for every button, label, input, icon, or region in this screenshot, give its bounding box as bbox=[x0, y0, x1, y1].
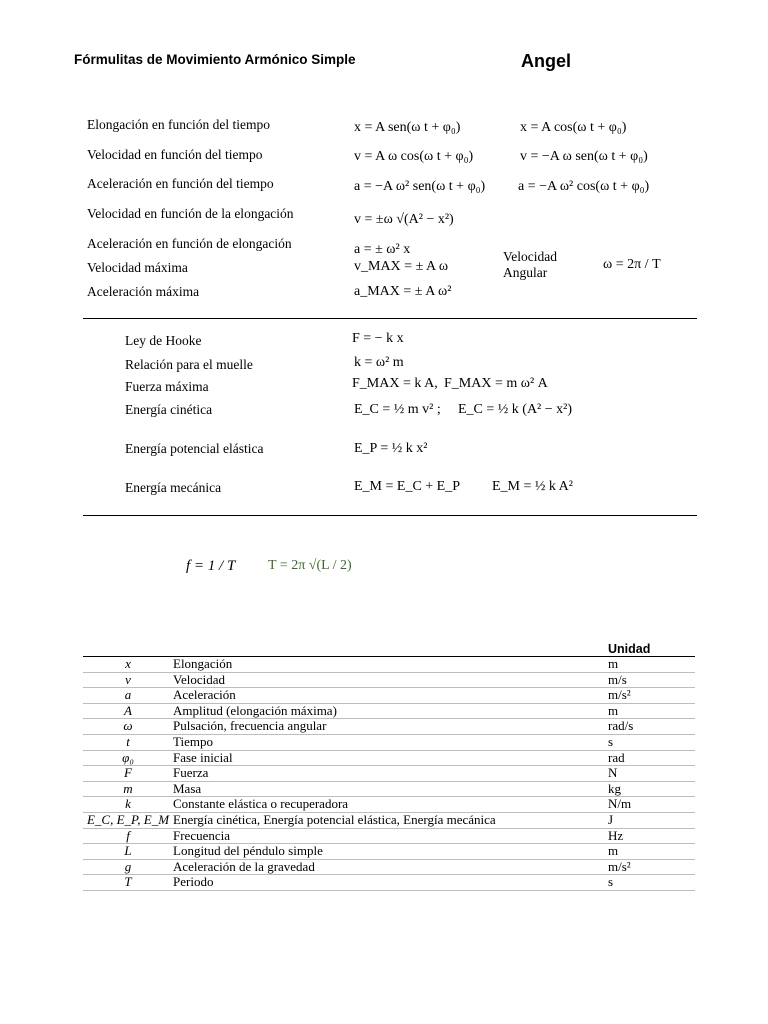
divider-1 bbox=[83, 318, 697, 319]
unit-cell: J bbox=[604, 812, 695, 828]
label-fuerza-maxima: Fuerza máxima bbox=[125, 379, 209, 394]
unit-cell: kg bbox=[604, 781, 695, 797]
label-velocidad-maxima: Velocidad máxima bbox=[87, 260, 188, 275]
unit-cell: m bbox=[604, 844, 695, 860]
table-row bbox=[83, 844, 695, 860]
formula-aceleracion-maxima: a_MAX = ± A ω² bbox=[354, 284, 452, 299]
label-velocidad-tiempo: Velocidad en función del tiempo bbox=[87, 147, 263, 162]
description-cell: Tiempo bbox=[173, 734, 604, 750]
unit-cell: N/m bbox=[604, 797, 695, 813]
description-cell: Elongación bbox=[173, 657, 604, 673]
unit-cell: rad bbox=[604, 750, 695, 766]
table-row bbox=[83, 672, 695, 688]
formula-aceleracion-elongacion: a = ± ω² x bbox=[354, 242, 411, 257]
table-row bbox=[83, 657, 695, 673]
unit-cell: rad/s bbox=[604, 719, 695, 735]
table-row bbox=[83, 859, 695, 875]
unit-cell: m/s bbox=[604, 672, 695, 688]
unit-cell: N bbox=[604, 766, 695, 782]
description-cell: Pulsación, frecuencia angular bbox=[173, 719, 604, 735]
author-name: Angel bbox=[521, 51, 572, 71]
description-cell: Fase inicial bbox=[173, 750, 604, 766]
formula-fuerza-maxima-2: F_MAX = m ω² A bbox=[444, 376, 548, 391]
symbol-cell: ω bbox=[83, 719, 173, 735]
label-aceleracion-maxima: Aceleración máxima bbox=[87, 284, 200, 299]
unit-cell: s bbox=[604, 875, 695, 891]
symbol-cell: x bbox=[83, 657, 173, 673]
formula-relacion-muelle: k = ω² m bbox=[354, 355, 404, 370]
symbol-cell: a bbox=[83, 688, 173, 704]
formula-frecuencia: f = 1 / T bbox=[186, 558, 236, 574]
formula-velocidad-cos: v = A ω cos(ω t + φ₀) bbox=[354, 149, 474, 164]
label-aceleracion-tiempo: Aceleración en función del tiempo bbox=[87, 176, 274, 191]
table-row bbox=[83, 750, 695, 766]
formula-energia-mecanica-1: E_M = E_C + E_P bbox=[354, 479, 461, 494]
unit-cell: m bbox=[604, 703, 695, 719]
description-cell: Masa bbox=[173, 781, 604, 797]
description-cell: Constante elástica o recuperadora bbox=[173, 797, 604, 813]
description-cell: Velocidad bbox=[173, 672, 604, 688]
symbol-cell: g bbox=[83, 859, 173, 875]
formula-energia-mecanica-2: E_M = ½ k A² bbox=[492, 479, 573, 494]
formula-velocidad-sen: v = −A ω sen(ω t + φ₀) bbox=[520, 149, 648, 164]
table-row bbox=[83, 875, 695, 891]
description-cell: Energía cinética, Energía potencial elástica, Energía mecánica bbox=[173, 812, 604, 828]
table-row bbox=[83, 719, 695, 735]
formula-aceleracion-sen: a = −A ω² sen(ω t + φ₀) bbox=[354, 179, 486, 194]
divider-2 bbox=[83, 515, 697, 516]
document-title: Fórmulitas de Movimiento Armónico Simple bbox=[74, 52, 356, 67]
label-velocidad-angular-2: Angular bbox=[503, 265, 548, 280]
unit-cell: Hz bbox=[604, 828, 695, 844]
symbols-table bbox=[83, 656, 695, 891]
label-ley-hooke: Ley de Hooke bbox=[125, 333, 202, 348]
symbol-cell: f bbox=[83, 828, 173, 844]
formula-energia-cinetica-2: E_C = ½ k (A² − x²) bbox=[458, 402, 573, 417]
table-row bbox=[83, 766, 695, 782]
label-energia-cinetica: Energía cinética bbox=[125, 402, 213, 417]
formula-aceleracion-cos: a = −A ω² cos(ω t + φ₀) bbox=[518, 179, 650, 194]
description-cell: Frecuencia bbox=[173, 828, 604, 844]
symbol-cell: E_C, E_P, E_M bbox=[83, 812, 173, 828]
table-row bbox=[83, 734, 695, 750]
symbol-cell: k bbox=[83, 797, 173, 813]
formula-elongacion-cos: x = A cos(ω t + φ₀) bbox=[520, 120, 627, 135]
symbol-cell: A bbox=[83, 703, 173, 719]
symbol-cell: φ₀ bbox=[83, 750, 173, 766]
symbol-cell: m bbox=[83, 781, 173, 797]
formula-energia-cinetica-1: E_C = ½ m v² ; bbox=[354, 402, 441, 417]
formula-velocidad-elongacion: v = ±ω √(A² − x²) bbox=[354, 212, 454, 227]
formula-periodo-pendulo: T = 2π √(L / 2) bbox=[268, 558, 352, 573]
table-row bbox=[83, 828, 695, 844]
label-aceleracion-elongacion: Aceleración en función de elongación bbox=[87, 236, 292, 251]
formula-fuerza-maxima-1: F_MAX = k A, bbox=[352, 376, 438, 391]
formula-velocidad-angular: ω = 2π / T bbox=[603, 257, 661, 272]
symbol-cell: T bbox=[83, 875, 173, 891]
symbol-cell: t bbox=[83, 734, 173, 750]
table-row bbox=[83, 688, 695, 704]
table-row bbox=[83, 781, 695, 797]
description-cell: Fuerza bbox=[173, 766, 604, 782]
symbol-cell: v bbox=[83, 672, 173, 688]
formula-ley-hooke: F = − k x bbox=[352, 331, 404, 346]
description-cell: Longitud del péndulo simple bbox=[173, 844, 604, 860]
unit-cell: m bbox=[604, 657, 695, 673]
label-elongacion-tiempo: Elongación en función del tiempo bbox=[87, 117, 270, 132]
table-row bbox=[83, 703, 695, 719]
label-velocidad-elongacion: Velocidad en función de la elongación bbox=[87, 206, 294, 221]
formula-velocidad-maxima: v_MAX = ± A ω bbox=[354, 259, 449, 274]
unit-column-header: Unidad bbox=[608, 642, 651, 656]
table-row bbox=[83, 812, 695, 828]
unit-cell: m/s² bbox=[604, 688, 695, 704]
description-cell: Aceleración de la gravedad bbox=[173, 859, 604, 875]
table-row bbox=[83, 797, 695, 813]
unit-cell: s bbox=[604, 734, 695, 750]
label-energia-mecanica: Energía mecánica bbox=[125, 480, 222, 495]
symbol-cell: F bbox=[83, 766, 173, 782]
symbol-cell: L bbox=[83, 844, 173, 860]
unit-cell: m/s² bbox=[604, 859, 695, 875]
formula-elongacion-sen: x = A sen(ω t + φ₀) bbox=[354, 120, 461, 135]
description-cell: Aceleración bbox=[173, 688, 604, 704]
label-energia-potencial: Energía potencial elástica bbox=[125, 441, 264, 456]
description-cell: Periodo bbox=[173, 875, 604, 891]
label-relacion-muelle: Relación para el muelle bbox=[125, 357, 253, 372]
formula-energia-potencial: E_P = ½ k x² bbox=[354, 441, 428, 456]
description-cell: Amplitud (elongación máxima) bbox=[173, 703, 604, 719]
label-velocidad-angular-1: Velocidad bbox=[503, 249, 557, 264]
